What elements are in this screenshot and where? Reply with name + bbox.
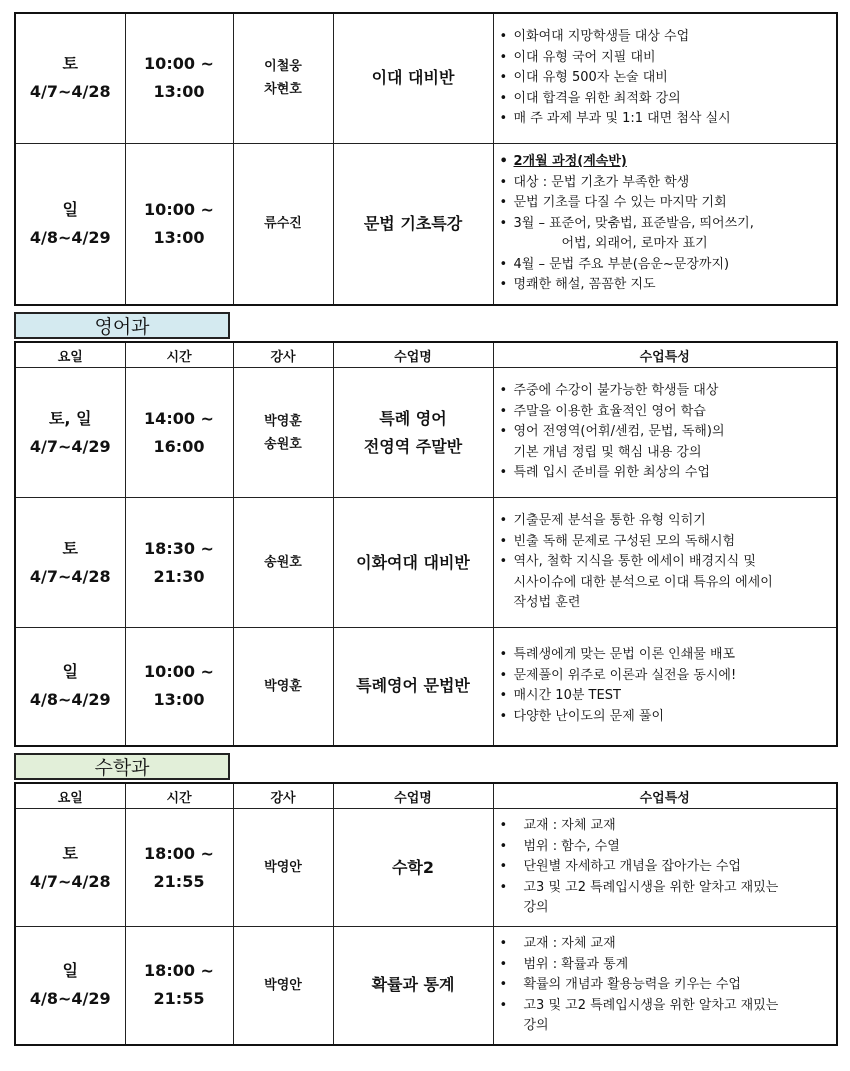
time-cell: 18:00 ~ 21:55 xyxy=(125,927,233,1045)
list-item: • 특례 입시 준비를 위한 최상의 수업 xyxy=(500,463,833,484)
instructor-cell: 이철웅 차현호 xyxy=(233,13,333,143)
instructor-cell: 박영안 xyxy=(233,809,333,927)
time-cell: 10:00 ~ 13:00 xyxy=(125,13,233,143)
math-schedule-table xyxy=(14,782,838,1046)
instructor-cell: 박영훈 xyxy=(233,628,333,746)
list-item: • 고3 및 고2 특례입시생을 위한 알차고 재밌는 xyxy=(500,996,833,1017)
list-item-continuation: 시사이슈에 대한 분석으로 이대 특유의 에세이 xyxy=(513,574,773,590)
list-item: • 범위 : 확률과 통계 xyxy=(500,955,833,976)
day-cell: 일 4/8~4/29 xyxy=(15,628,125,746)
day-cell: 토 4/7~4/28 xyxy=(15,809,125,927)
column-header-time: 시간 xyxy=(125,342,233,368)
list-item: • 4월 – 문법 주요 부분(음운~문장까지) xyxy=(500,255,833,276)
features-cell xyxy=(493,13,837,143)
english-schedule-table xyxy=(14,341,838,747)
time-cell: 18:30 ~ 21:30 xyxy=(125,498,233,628)
list-item: • 다양한 난이도의 문제 풀이 xyxy=(500,707,833,728)
list-item: • 이화여대 지망학생들 대상 수업 xyxy=(500,27,833,48)
features-cell xyxy=(493,143,837,305)
time-cell: 14:00 ~ 16:00 xyxy=(125,368,233,498)
table-row xyxy=(15,368,837,498)
table-row xyxy=(15,927,837,1045)
list-item: • 기출문제 분석을 통한 유형 익히기 xyxy=(500,511,833,532)
list-item: • 범위 : 함수, 수열 xyxy=(500,837,833,858)
day-cell: 토 4/7~4/28 xyxy=(15,13,125,143)
list-item-continuation: 기본 개념 정립 및 핵심 내용 강의 xyxy=(513,444,702,460)
instructor-cell: 박영훈 송원호 xyxy=(233,368,333,498)
column-header-features: 수업특성 xyxy=(493,783,837,809)
day-cell: 일 4/8~4/29 xyxy=(15,143,125,305)
list-item: • 문제풀이 위주로 이론과 실전을 동시에! xyxy=(500,666,833,687)
list-item: • 3월 – 표준어, 맞춤법, 표준발음, 띄어쓰기, xyxy=(500,214,833,235)
day-cell: 토, 일 4/7~4/29 xyxy=(15,368,125,498)
list-item: • 주중에 수강이 불가능한 학생들 대상 xyxy=(500,381,833,402)
course-name-cell: 확률과 통계 xyxy=(333,927,493,1045)
list-item-continuation: 작성법 훈련 xyxy=(513,595,581,611)
features-cell xyxy=(493,628,837,746)
list-item: • 명쾌한 해설, 꼼꼼한 지도 xyxy=(500,275,833,296)
features-cell xyxy=(493,809,837,927)
list-item: • 매시간 10분 TEST xyxy=(500,686,833,707)
column-header-features: 수업특성 xyxy=(493,342,837,368)
time-cell: 10:00 ~ 13:00 xyxy=(125,143,233,305)
course-name-cell: 수학2 xyxy=(333,809,493,927)
table-row xyxy=(15,13,837,143)
day-cell: 일 4/8~4/29 xyxy=(15,927,125,1045)
column-header-instructor: 강사 xyxy=(233,342,333,368)
list-item: • 고3 및 고2 특례입시생을 위한 알차고 재밌는 xyxy=(500,878,833,899)
list-item: • 빈출 독해 문제로 구성된 모의 독해시험 xyxy=(500,532,833,553)
course-name-cell: 이대 대비반 xyxy=(333,13,493,143)
table-row xyxy=(15,143,837,305)
column-header-day: 요일 xyxy=(15,783,125,809)
instructor-cell: 류수진 xyxy=(233,143,333,305)
list-item: • 역사, 철학 지식을 통한 에세이 배경지식 및 xyxy=(500,552,833,573)
list-item-continuation: 강의 xyxy=(523,1018,549,1033)
list-item: • 확률의 개념과 활용능력을 키우는 수업 xyxy=(500,975,833,996)
column-header-course: 수업명 xyxy=(333,342,493,368)
english-section-tab: 영어과 xyxy=(14,312,230,339)
course-name-cell: 특례 영어 전영역 주말반 xyxy=(333,368,493,498)
list-item: • 교재 : 자체 교재 xyxy=(500,816,833,837)
features-cell xyxy=(493,498,837,628)
table-row xyxy=(15,809,837,927)
math-section-tab: 수학과 xyxy=(14,753,230,780)
list-item: • 단원별 자세하고 개념을 잡아가는 수업 xyxy=(500,857,833,878)
list-item: • 교재 : 자체 교재 xyxy=(500,934,833,955)
list-item: • 이대 합격을 위한 최적화 강의 xyxy=(500,89,833,110)
time-cell: 18:00 ~ 21:55 xyxy=(125,809,233,927)
korean-schedule-table xyxy=(14,12,838,306)
list-item: • 이대 유형 국어 지필 대비 xyxy=(500,48,833,69)
features-cell xyxy=(493,368,837,498)
list-item-continuation: 강의 xyxy=(523,900,549,916)
day-cell: 토 4/7~4/28 xyxy=(15,498,125,628)
list-item: • 대상 : 문법 기초가 부족한 학생 xyxy=(500,173,833,194)
list-item: • 문법 기초를 다질 수 있는 마지막 기회 xyxy=(500,193,833,214)
list-item-continuation: 어법, 외래어, 로마자 표기 xyxy=(561,236,708,251)
table-header-row xyxy=(15,783,837,809)
list-item: • 이대 유형 500자 논술 대비 xyxy=(500,68,833,89)
table-row xyxy=(15,628,837,746)
table-header-row xyxy=(15,342,837,368)
features-cell xyxy=(493,927,837,1045)
column-header-time: 시간 xyxy=(125,783,233,809)
course-name-cell: 문법 기초특강 xyxy=(333,143,493,305)
time-cell: 10:00 ~ 13:00 xyxy=(125,628,233,746)
instructor-cell: 송원호 xyxy=(233,498,333,628)
instructor-cell: 박영안 xyxy=(233,927,333,1045)
list-item: • 매 주 과제 부과 및 1:1 대면 첨삭 실시 xyxy=(500,109,833,130)
table-row xyxy=(15,498,837,628)
course-name-cell: 특례영어 문법반 xyxy=(333,628,493,746)
column-header-course: 수업명 xyxy=(333,783,493,809)
list-item: • 주말을 이용한 효율적인 영어 학습 xyxy=(500,402,833,423)
list-item: • 2개월 과정(계속반) xyxy=(500,152,833,173)
list-item: • 특례생에게 맞는 문법 이론 인쇄물 배포 xyxy=(500,645,833,666)
course-name-cell: 이화여대 대비반 xyxy=(333,498,493,628)
column-header-day: 요일 xyxy=(15,342,125,368)
list-item: • 영어 전영역(어휘/센컴, 문법, 독해)의 xyxy=(500,422,833,443)
column-header-instructor: 강사 xyxy=(233,783,333,809)
